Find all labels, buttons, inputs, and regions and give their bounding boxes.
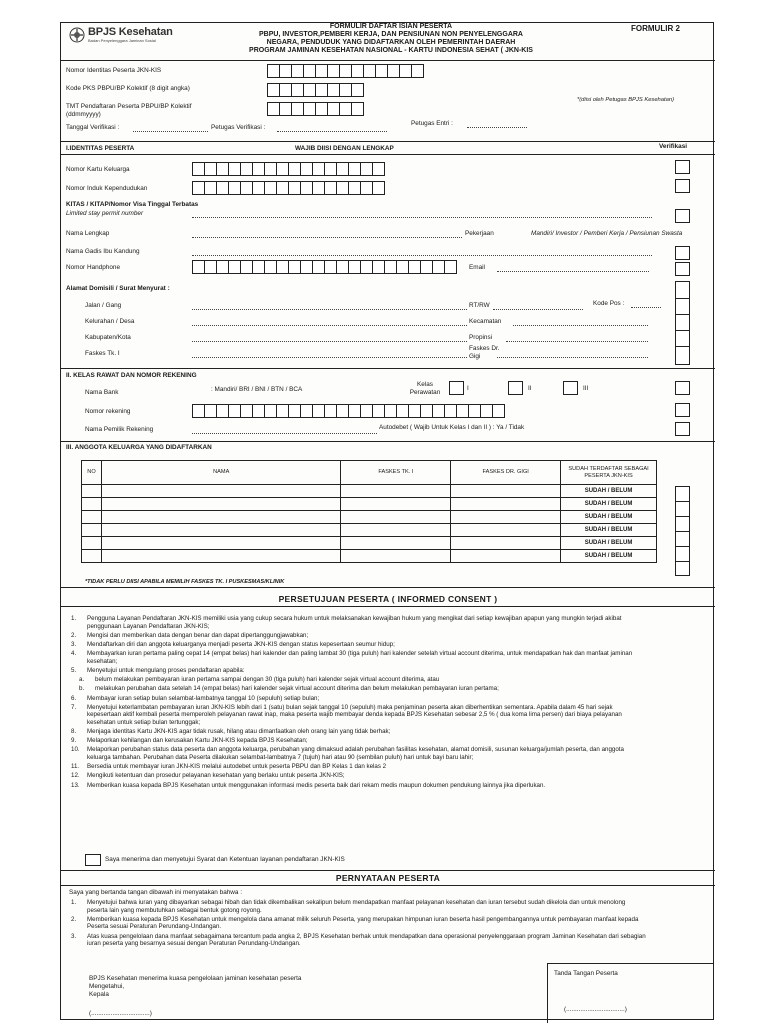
tmt-format-label: (ddmmyyyy): [66, 111, 101, 118]
pekerjaan-label: Pekerjaan: [465, 230, 494, 237]
divider: [61, 368, 715, 369]
list-item-number: 9.: [71, 737, 77, 745]
kelas-2-checkbox[interactable]: [508, 381, 523, 395]
list-item: [71, 772, 655, 780]
list-item-number: 8.: [71, 728, 77, 736]
faskes-line[interactable]: [192, 357, 467, 358]
kabupaten-label: Kabupaten/Kota: [85, 334, 131, 341]
list-item: [71, 763, 655, 771]
list-item: [71, 704, 655, 727]
col-faskes: FASKES TK. I: [341, 461, 451, 485]
list-item-text: Memberikan kuasa kepada BPJS Kesehatan untuk menggunakan informasi medis peserta baik dari rekam medis maupun dokumen pendukung lainnya jika diperlukan.: [87, 781, 546, 789]
list-item-number: 5.: [71, 666, 77, 674]
alamat-label: Alamat Domisili / Surat Menyurat :: [66, 285, 170, 292]
verifikasi-checkbox[interactable]: [675, 403, 690, 417]
kodepos-line[interactable]: [631, 307, 661, 308]
nomor-identitas-boxes[interactable]: [267, 64, 423, 78]
list-item-text: Menjaga identitas Kartu JKN-KIS agar tidak rusak, hilang atau dimanfaatkan oleh orang lain yang tidak berhak;: [87, 728, 391, 736]
jalan-label: Jalan / Gang: [85, 302, 122, 309]
list-item-text: Melaporkan kehilangan dan kerusakan Kartu JKN-KIS kepada BPJS Kesehatan;: [87, 737, 308, 745]
hp-label: Nomor Handphone: [66, 264, 120, 271]
signature-label: Tanda Tangan Peserta: [554, 970, 618, 977]
table-row[interactable]: [82, 524, 657, 537]
list-item: [71, 632, 655, 640]
divider: [61, 870, 715, 871]
statement-list: [71, 899, 647, 949]
list-item-text: Pengguna Layanan Pendaftaran JKN-KIS memiliki usia yang cukup secara hukum untuk melaksanakan kewajiban hukum yang mengikat dari setiap kewajiban apapun yang mungkin terjadi akibat penggunaan Layanan Pendaftaran JKN-KIS;: [87, 615, 622, 630]
statement-title: PERNYATAAN PESERTA: [335, 873, 441, 883]
petugas-verifikasi-label: Petugas Verifikasi :: [211, 124, 266, 131]
family-note: *TIDAK PERLU DIISI APABILA MEMILIH FASKES TK. I PUSKESMAS/KLINIK: [85, 579, 285, 585]
officer-signature-line[interactable]: (.................................): [89, 1010, 152, 1017]
status-cell[interactable]: SUDAH / BELUM: [561, 485, 657, 498]
kelas-1-checkbox[interactable]: [449, 381, 464, 395]
list-item-text: Melaporkan perubahan status data peserta dan anggota keluarga, perubahan yang dimaksud adalah perubahan fasilitas kesehatan, alamat domisili, susunan keluarga/jumlah peserta, dan anggota keluarga tambahan. Perubahan data Peserta dilakukan selambat-lambatnya 7 (tujuh) hari atau 90 (sembilan puluh) hari untuk bayi baru lahir;: [87, 746, 624, 762]
kode-pks-boxes[interactable]: [267, 83, 363, 97]
list-item: [71, 746, 655, 761]
bank-options[interactable]: : Mandiri/ BRI / BNI / BTN / BCA: [211, 386, 303, 393]
accept-line-2: Mengetahui,: [89, 983, 125, 990]
list-item-text: Membayarkan iuran pertama paling cepat 14 (empat belas) hari kalender dan paling lambat 30 (tiga puluh) hari kalender setelah virtual account diterima, untuk mendapatkan hak dan manfaat jaminan kesehatan;: [87, 650, 633, 665]
accept-line-1: BPJS Kesehatan menerima kuasa pengelolaan jaminan kesehatan peserta: [89, 975, 302, 982]
section-bank: II. KELAS RAWAT DAN NOMOR REKENING: [66, 372, 197, 379]
kitas-sublabel: Limited stay permit number: [66, 210, 144, 217]
verifikasi-checkbox[interactable]: [675, 209, 690, 223]
family-verifikasi-box[interactable]: [675, 486, 690, 576]
list-item-number: a.: [79, 676, 85, 684]
jalan-line[interactable]: [192, 309, 467, 310]
pemilik-line[interactable]: [192, 433, 377, 434]
propinsi-line[interactable]: [506, 341, 648, 342]
list-item-text: Mendaftarkan diri dan anggota keluarganya menjadi peserta JKN-KIS dengan status kepesertaan seumur hidup;: [87, 640, 395, 648]
brand-name: BPJS Kesehatan: [88, 26, 173, 38]
nomor-identitas-label: Nomor Identitas Peserta JKN-KIS: [66, 67, 162, 74]
col-nama: NAMA: [101, 461, 341, 485]
status-cell[interactable]: SUDAH / BELUM: [561, 511, 657, 524]
list-item-number: 1.: [71, 899, 77, 906]
list-item: [71, 916, 647, 931]
list-item-number: 3.: [71, 640, 77, 648]
kelas-1-label: I: [467, 385, 469, 392]
registration-form: [60, 22, 714, 1020]
faskes-dr-label: Faskes Dr.: [469, 345, 500, 352]
list-item: [71, 676, 655, 684]
officer-note: *(diisi oleh Petugas BPJS Kesehatan): [577, 97, 674, 103]
alamat-verifikasi-box[interactable]: [675, 281, 690, 365]
form-title-line: NEGARA, PENDUDUK YANG DIDAFTARKAN OLEH PEMERINTAH DAERAH: [266, 39, 516, 46]
pemilik-label: Nama Pemilik Rekening: [85, 426, 154, 433]
list-item-number: 13.: [71, 781, 80, 789]
kecamatan-line[interactable]: [513, 325, 648, 326]
petugas-verifikasi-line[interactable]: [277, 131, 387, 132]
ibu-label: Nama Gadis Ibu Kandung: [66, 248, 140, 255]
list-item: [71, 615, 655, 630]
nama-bank-label: Nama Bank: [85, 389, 119, 396]
list-item-number: 2.: [71, 915, 77, 923]
list-item-text: Mengikuti ketentuan dan prosedur pelayanan kesehatan yang berlaku untuk peserta JKN-KIS;: [87, 772, 345, 780]
list-item-text: Menyetujui untuk mengulang proses pendaftaran apabila:: [87, 666, 245, 674]
signature-line[interactable]: (.................................): [564, 1006, 627, 1013]
status-cell[interactable]: SUDAH / BELUM: [561, 550, 657, 563]
divider: [61, 60, 715, 61]
kk-label: Nomor Kartu Keluarga: [66, 166, 130, 173]
list-item: [71, 728, 655, 736]
verifikasi-checkbox[interactable]: [675, 262, 690, 276]
table-row[interactable]: [82, 498, 657, 511]
list-item-text: Menyetujui bahwa iuran yang dibayarkan sebagai hibah dan tidak dikembalikan sekalipun belum mendapatkan manfaat pelayanan kesehatan dan iuran tersebut sudah dikelola dan untuk menolong peserta lain yang membutuhkan sebagai bentuk gotong royong.: [87, 899, 626, 914]
rekening-boxes[interactable]: [192, 404, 504, 418]
list-item: [71, 641, 655, 649]
divider: [61, 141, 715, 142]
kelas-2-label: II: [528, 385, 532, 392]
table-row[interactable]: [82, 485, 657, 498]
list-item-text: Mengisi dan memberikan data dengan benar dan dapat dipertanggungjawabkan;: [87, 631, 309, 639]
list-item-number: 6.: [71, 694, 77, 702]
kk-boxes[interactable]: [192, 162, 384, 176]
email-label: Email: [469, 264, 485, 271]
col-no: NO: [82, 461, 102, 485]
section-identitas: I.IDENTITAS PESERTA: [66, 145, 135, 152]
kelas-3-checkbox[interactable]: [563, 381, 578, 395]
kelas-label: [405, 381, 445, 397]
nik-boxes[interactable]: [192, 181, 384, 195]
divider: [61, 441, 715, 442]
kabupaten-line[interactable]: [192, 341, 467, 342]
faskes-dr-line[interactable]: [497, 357, 648, 358]
form-number: FORMULIR 2: [631, 24, 680, 33]
form-title-line: PBPU, INVESTOR,PEMBERI KERJA, DAN PENSIUNAN NON PENYELENGGARA: [259, 31, 523, 38]
list-item: [71, 685, 655, 693]
email-line[interactable]: [497, 271, 649, 272]
kitas-label: KITAS / KITAP/Nomor Visa Tinggal Terbatas: [66, 201, 199, 208]
propinsi-label: Propinsi: [469, 334, 493, 341]
divider: [61, 606, 715, 607]
list-item-number: 7.: [71, 703, 77, 711]
list-item: [71, 667, 655, 675]
rekening-label: Nomor rekening: [85, 408, 131, 415]
verifikasi-label: Verifikasi: [659, 143, 688, 150]
kitas-line[interactable]: [192, 217, 652, 218]
status-cell[interactable]: SUDAH / BELUM: [561, 524, 657, 537]
verifikasi-checkbox[interactable]: [675, 422, 690, 436]
kelurahan-line[interactable]: [192, 325, 467, 326]
list-item-text: melakukan perubahan data setelah 14 (empat belas) hari kalender sejak virtual account diterima dan belum melakukan pembayaran iuran pertama;: [95, 685, 499, 693]
list-item-number: 12.: [71, 772, 80, 780]
tmt-boxes[interactable]: [267, 102, 363, 116]
form-title: [201, 23, 581, 55]
section-family: III. ANGGOTA KELUARGA YANG DIDAFTARKAN: [66, 444, 212, 451]
list-item-number: 10.: [71, 746, 80, 754]
verifikasi-checkbox[interactable]: [675, 246, 690, 260]
wajib-label: WAJIB DIISI DENGAN LENGKAP: [295, 145, 394, 152]
tanggal-verifikasi-line[interactable]: [133, 131, 208, 132]
col-status: SUDAH TERDAFTAR SEBAGAI PESERTA JKN-KIS: [561, 461, 657, 485]
agree-checkbox[interactable]: [85, 854, 101, 866]
col-faskes-dr: FASKES DR. GIGI: [451, 461, 561, 485]
consent-title: PERSETUJUAN PESERTA ( INFORMED CONSENT ): [278, 594, 498, 604]
verifikasi-checkbox[interactable]: [675, 381, 690, 395]
agree-label: Saya menerima dan menyetujui Syarat dan Ketentuan layanan pendaftaran JKN-KIS: [105, 856, 345, 863]
brand-subtitle: Badan Penyelenggara Jaminan Sosial: [88, 38, 156, 43]
divider: [61, 587, 715, 588]
faskes-dr-label-2: Gigi: [469, 353, 481, 360]
tanggal-verifikasi-label: Tanggal Verifikasi :: [66, 124, 120, 131]
list-item-text: Membayar iuran setiap bulan selambat-lambatnya tanggal 10 (sepuluh) setiap bulan;: [87, 694, 320, 702]
kecamatan-label: Kecamatan: [469, 318, 502, 325]
kelas-3-label: III: [583, 385, 589, 392]
hp-boxes[interactable]: [192, 260, 456, 274]
verifikasi-checkbox[interactable]: [675, 160, 690, 174]
kelas-label-line: Perawatan: [409, 389, 441, 396]
pekerjaan-options[interactable]: Mandiri/ Investor / Pemberi Kerja / Pensiunan Swasta: [531, 230, 683, 237]
status-cell[interactable]: SUDAH / BELUM: [561, 537, 657, 550]
ibu-line[interactable]: [192, 255, 652, 256]
kode-pks-label: Kode PKS PBPU/BP Kolektif (8 digit angka): [66, 85, 190, 92]
list-item: [71, 650, 655, 665]
nama-label: Nama Lengkap: [66, 230, 110, 237]
kelurahan-label: Kelurahan / Desa: [85, 318, 135, 325]
family-table-header: [82, 461, 657, 485]
bpjs-logo: [69, 27, 173, 43]
tmt-label: TMT Pendaftaran Peserta PBPU/BP Kolektif: [66, 103, 192, 110]
table-row[interactable]: [82, 550, 657, 563]
table-row[interactable]: [82, 537, 657, 550]
list-item-text: belum melakukan pembayaran iuran pertama sampai dengan 30 (tiga puluh) hari kalender sejak virtual account diterima, atau: [95, 676, 440, 684]
petugas-entri-line[interactable]: [467, 127, 527, 128]
list-item-number: 11.: [71, 763, 80, 771]
list-item-text: Bersedia untuk membayar iuran JKN-KIS melalui autodebet untuk peserta PBPU dan BP Kelas 1 dan kelas 2: [87, 763, 387, 771]
bpjs-emblem-icon: [69, 27, 85, 43]
list-item: [71, 899, 647, 914]
list-item: [71, 782, 655, 790]
table-row[interactable]: [82, 511, 657, 524]
list-item-number: 2.: [71, 631, 77, 639]
list-item-text: Memberikan kuasa kepada BPJS Kesehatan untuk mengelola dana amanat milik seluruh Peserta, yang merupakan himpunan iuran beserta hasil pengembangannya untuk pembayaran manfaat kepada Peserta sesuai Peraturan Perundang-Undangan.: [87, 915, 639, 931]
list-item: [71, 933, 647, 948]
nama-line[interactable]: [192, 237, 462, 238]
kelas-label-line: Kelas: [417, 381, 433, 388]
list-item-text: Atas kuasa pengelolaan dana manfaat sebagaimana tercantum pada angka 2, BPJS Kesehatan berhak untuk mendapatkan dana operasional penyelenggaraan program Jaminan Kesehatan dari sebagian iuran peserta yang besarnya sesuai dengan Peraturan Perundang-Undangan.: [87, 932, 646, 948]
list-item: [71, 695, 655, 703]
consent-list: [71, 615, 655, 791]
divider: [61, 885, 715, 886]
kodepos-label: Kode Pos :: [593, 300, 625, 307]
faskes-label: Faskes Tk. I: [85, 350, 120, 357]
verifikasi-checkbox[interactable]: [675, 179, 690, 193]
form-title-line: PROGRAM JAMINAN KESEHATAN NASIONAL - KARTU INDONESIA SEHAT ( JKN-KIS: [249, 47, 533, 54]
family-table: [81, 460, 657, 563]
form-title-line: FORMULIR DAFTAR ISIAN PESERTA: [329, 23, 453, 30]
rtrw-label: RT/RW: [469, 302, 490, 309]
list-item-number: b.: [79, 685, 85, 693]
list-item-number: 1.: [71, 615, 77, 622]
statement-intro: Saya yang bertanda tangan dibawah ini menyatakan bahwa :: [69, 889, 243, 896]
petugas-entri-label: Petugas Entri :: [411, 120, 453, 127]
nik-label: Nomor Induk Kependudukan: [66, 185, 148, 192]
list-item-number: 4.: [71, 650, 77, 658]
signature-box[interactable]: [547, 963, 713, 1023]
list-item: [71, 737, 655, 745]
rtrw-line[interactable]: [493, 309, 583, 310]
autodebet-label[interactable]: Autodebet ( Wajib Untuk Kelas I dan II ) : Ya / Tidak: [379, 424, 525, 431]
accept-line-3: Kepala: [89, 991, 109, 998]
list-item-text: Menyetujui keterlambatan pembayaran iuran JKN-KIS lebih dari 1 (satu) bulan sejak tanggal 10 (sepuluh) maka penjaminan peserta akan diberhentikan sementara. Apabila dalam 45 hari sejak kepesertaan aktif kembali peserta memperoleh pelayanan rawat inap, maka peserta wajib membayar denda kepada BPJS Kesehatan sebesar 2,5 % ( dua koma lima persen) dari biaya pelayanan kesehatan untuk setiap bulan tertunggak;: [87, 703, 622, 726]
status-cell[interactable]: SUDAH / BELUM: [561, 498, 657, 511]
list-item-number: 3.: [71, 932, 77, 940]
divider: [61, 154, 715, 155]
